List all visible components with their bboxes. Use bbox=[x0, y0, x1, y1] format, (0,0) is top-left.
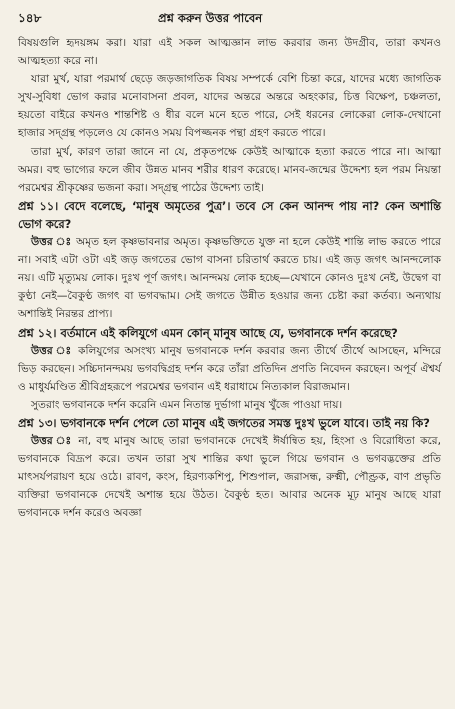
answer-text: কলিযুগের অসংখ্য মানুষ ভগবানকে দর্শন করবার জন্য তীর্থে তীর্থে আসছেন, মন্দিরে ভিড় করছেন। সচ্চিদানন্দময় ভগবদ্বিগ্রহ দর্শন করে তাঁরা প্রতিদিন প্রণতি নিবেদন করছেন। অপূর্ব ঐশ্বর্য ও মাধুর্যমণ্ডিত শ্রীবিগ্রহরূপে পরমেশ্বর ভগবান এই ধরাধামে নিত্যকাল বিরাজমান। bbox=[18, 344, 441, 393]
question-13: প্রশ্ন ১৩। ভগবানকে দর্শন পেলে তো মানুষ এই জগতের সমস্ত দুঃখ ভুলে যাবে। তাই নয় কি? bbox=[18, 415, 430, 430]
answer-label: উত্তর ঃ bbox=[31, 435, 74, 448]
answer-text: অমৃত হল কৃষ্ণভাবনার অমৃত। কৃষ্ণভক্তিতে যুক্ত না হলে কেউই শান্তি লাভ করতে পারে না। সবাই এটা ওটা এই জড় জগতের ভোগ বাসনা চরিতার্থ করতে চায়। এই জড় জগৎ আনন্দলোক নয়। এটি মৃত্যুময় লোক। দুঃখ পূর্ণ জগৎ। আনন্দময় লোক হচ্ছে—যেখানে কোনও দুঃখ নেই, উদ্বেগ বা কুণ্ঠা নেই—বৈকুণ্ঠ জগৎ বা ভগবদ্ধাম। সেই জগতে উন্নীত হওয়ার জন্য চেষ্টা করা কর্তব্য। অন্যথায় অশান্তিই নিরন্তর প্রাপ্য। bbox=[18, 236, 441, 321]
answer-12 bbox=[18, 342, 441, 396]
page-number: ১৪৮ bbox=[18, 11, 42, 25]
running-title: প্রশ্ন করুন উত্তর পাবেন bbox=[158, 11, 263, 25]
paragraph: তারা মুর্খ, কারণ তারা জানে না যে, প্রকৃতপক্ষে কেউই আত্মাকে হত্যা করতে পারে না। আত্মা অমর। বহু ভাগ্যের ফলে জীব উন্নত মানব শরীর ধারণ করেছে। মানব-জন্মের উদ্দেশ্য হল পরম নিয়ন্তা পরমেশ্বর শ্রীকৃষ্ণের ভজনা করা। সদ্গ্রন্থ পাঠের উদ্দেশ্য তাই। bbox=[18, 145, 441, 194]
answer-label: উত্তর ঃ bbox=[31, 236, 72, 249]
answer-label: উত্তর ঃ bbox=[31, 344, 73, 357]
paragraph: বিষয়গুলি হৃদয়ঙ্গম করা। যারা এই সকল আত্মজ্ঞান লাভ করবার জন্য উদগ্রীব, তারা কখনও আত্মহত্যা করে না। bbox=[18, 37, 441, 68]
page-body bbox=[18, 34, 441, 523]
question-12: প্রশ্ন ১২। বর্তমানে এই কলিযুগে এমন কোন্ মানুষ আছে যে, ভগবানকে দর্শন করেছে? bbox=[18, 325, 398, 340]
question-11: প্রশ্ন ১১। বেদে বলেছে, ‘মানুষ অমৃতের পুত্র’। তবে সে কেন আনন্দ পায় না? কেন অশান্তি ভোগ করে? bbox=[18, 198, 441, 231]
answer-13 bbox=[18, 432, 441, 522]
page-header bbox=[18, 10, 441, 34]
paragraph: সুতরাং ভগবানকে দর্শন করেনি এমন নিতান্ত দুর্ভাগা মানুষ খুঁজে পাওয়া দায়। bbox=[31, 398, 343, 411]
answer-11 bbox=[18, 233, 441, 323]
paragraph: যারা মুর্খ, যারা পরমার্থ ছেড়ে জড়জাগতিক বিষয় সম্পর্কে বেশি চিন্তা করে, যাদের মধ্যে জাগতিক সুখ-সুবিধা ভোগ করার মনোবাসনা প্রবল, যাদের অন্তরে অন্তরে অহংকার, চিত্ত বিক্ষেপ, চঞ্চলতা, হয়তো বাইরে কখনও শান্তশিষ্ট ও ধীর বলে মনে হতে পারে, সেই ধরনের লোকেরা লোক-দেখানো হাজার সদ্গ্রন্থ পড়লেও যে কোনও সময় বিপজ্জনক পন্থা গ্রহণ করতে পারে। bbox=[18, 73, 441, 140]
answer-text: না, বহু মানুষ আছে তারা ভগবানকে দেখেই ঈর্ষান্বিত হয়, হিংসা ও বিরোধিতা করে, ভগবানকে বিদ্রূপ করে। তখন তারা সুখ শান্তির কথা ভুলে গিয়ে ভগবান ও ভগবদ্ভক্তের প্রতি মাৎসর্যপরায়ণ হয়ে ওঠে। রাবণ, কংস, হিরণ্যকশিপু, শিশুপাল, জরাসন্ধ, রুক্মী, পৌণ্ড্রক, বাণ প্রভৃতি ব্যক্তিরা ভগবানকে দেখেই অশান্ত হয়ে উঠত। বৈকুণ্ঠ হত। আবার অনেক মূঢ় মানুষ আছে যারা ভগবানকে দর্শন করেও অবজ্ঞা bbox=[18, 435, 441, 520]
